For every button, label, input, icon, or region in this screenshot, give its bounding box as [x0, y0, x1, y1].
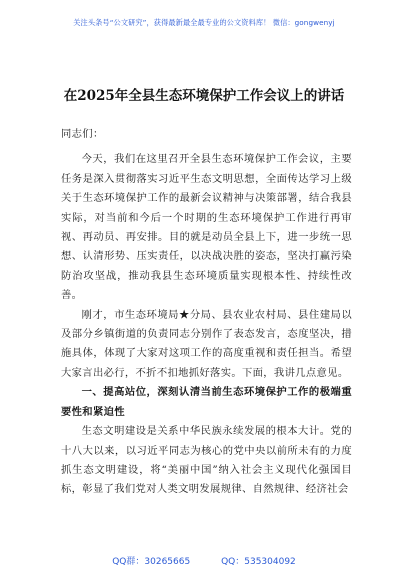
footer-contact	[0, 554, 408, 567]
paragraph-statements: 刚才，市生态环境局★分局、县农业农村局、县住建局以及部分乡镇街道的负责同志分别作了表态发言，态度坚决，措施具体，体现了大家对这项工作的高度重视和责任担当。希望大家言出必行，不折不扣地抓好落实。下面，我讲几点意见。	[61, 308, 352, 379]
footer-qq-group: QQ群：30265665	[112, 557, 191, 567]
document-body	[61, 125, 352, 500]
footer-qq-number: QQ：535304092	[221, 557, 296, 567]
section-heading-1: 一、提高站位，深刻认清当前生态环境保护工作的极端重要性和紧迫性	[61, 386, 352, 418]
top-promo-banner: 关注头条号“公文研究”，获得最新最全最专业的公文资料库！ 微信：gongwenyj	[73, 18, 335, 27]
paragraph-opening: 今天，我们在这里召开全县生态环境保护工作会议，主要任务是深入贯彻落实习近平生态文明思想，全面传达学习上级关于生态环境保护工作的最新会议精神与决策部署，结合我县实际，对当前和今后一个时期的生态环境保护工作进行再审视、再动员、再安排。目的就是动员全县上下，进一步统一思想、认清形势、压实责任，以决战决胜的姿态，坚决打赢污染防治攻坚战，推动我县生态环境质量实现根本性、持续性改善。	[61, 153, 352, 302]
document-title: 在2025年全县生态环境保护工作会议上的讲话	[63, 88, 345, 104]
salutation: 同志们：	[61, 128, 104, 140]
paragraph-section-1: 生态文明建设是关系中华民族永续发展的根本大计。党的十八大以来，以习近平同志为核心的党中央以前所未有的力度抓生态文明建设，将“美丽中国”纳入社会主义现代化强国目标，彰显了我们党对人类文明发展规律、自然规律、经济社会	[61, 425, 352, 496]
